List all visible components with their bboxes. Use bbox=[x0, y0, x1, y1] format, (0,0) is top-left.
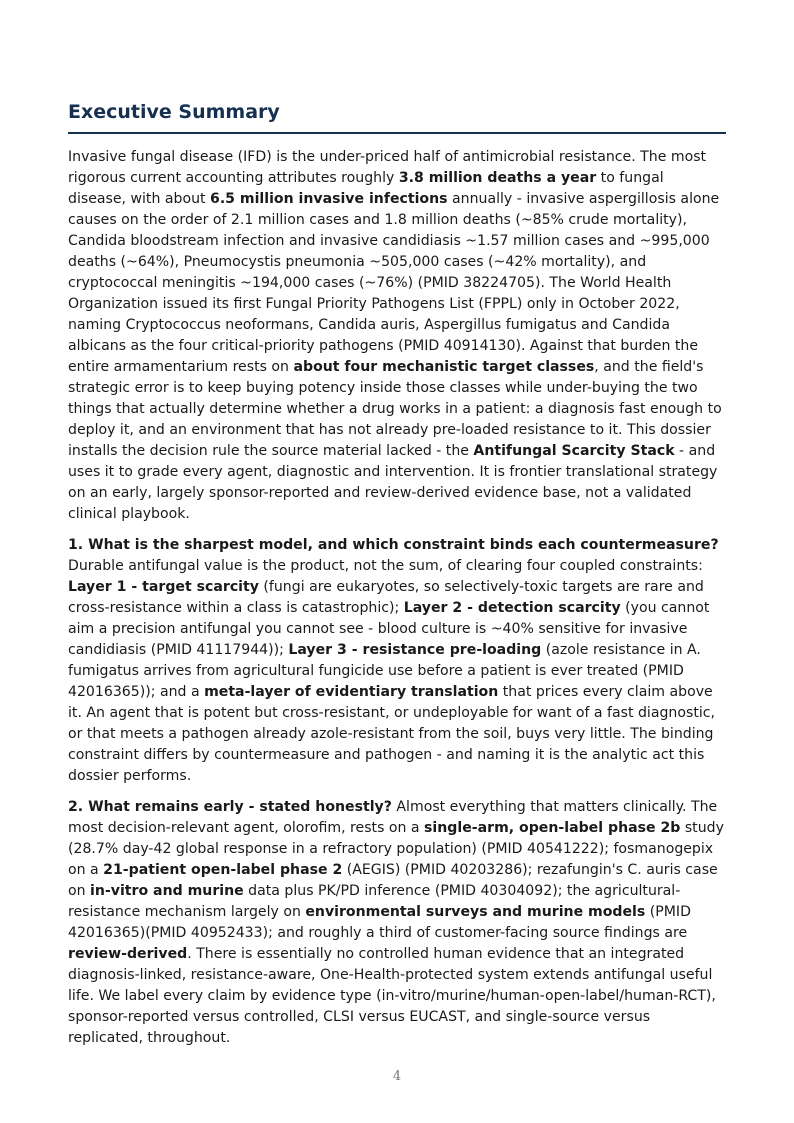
bold-phrase: Antifungal Scarcity Stack bbox=[473, 443, 675, 459]
bold-phrase: 3.8 million deaths a year bbox=[398, 170, 597, 186]
text-run: Durable antifungal value is the product, not the sum, of clearing four coupled constraints: bbox=[68, 558, 703, 574]
text-run: , and the field's strategic error is to keep buying potency inside those classes while under-buying the two things that actually determine whether a drug works in a patient: a diagnosis fast enough to deploy it, and an environment that has not already pre-loaded resistance to it. This dossier installs the decision rule the source material lacked - the bbox=[68, 359, 722, 459]
bold-phrase: meta-layer of evidentiary translation bbox=[204, 684, 499, 700]
bold-phrase: review-derived bbox=[68, 946, 188, 962]
bold-phrase: 6.5 million invasive infections bbox=[210, 191, 448, 207]
text-run: - and uses it to grade every agent, diagnostic and intervention. It is frontier translational strategy on an early, largely sponsor-reported and review-derived evidence base, not a validated clinical playbook. bbox=[68, 443, 718, 522]
text-run: (PMID 42016365)(PMID 40952433); and roughly a third of customer-facing source findings are bbox=[68, 904, 691, 941]
text-run: (you cannot aim a precision antifungal you cannot see - blood culture is ~40% sensitive for invasive candidiasis (PMID 41117944)); bbox=[68, 600, 710, 658]
bold-phrase: environmental surveys and murine models bbox=[305, 904, 646, 920]
paragraph-intro bbox=[68, 147, 726, 525]
bold-phrase: Layer 1 - target scarcity bbox=[68, 579, 259, 595]
text-run: that prices every claim above it. An agent that is potent but cross-resistant, or undeployable for want of a fast diagnostic, or that meets a pathogen already azole-resistant from the soil, buys very little. The binding constraint differs by countermeasure and pathogen - and naming it is the analytic act this dossier performs. bbox=[68, 684, 715, 784]
section-heading: Executive Summary bbox=[68, 101, 280, 123]
text-run: annually - invasive aspergillosis alone causes on the order of 2.1 million cases and 1.8 million deaths (~85% crude mortality), Candida bloodstream infection and invasive candidiasis ~1.57 million cases and ~995,000 deaths (~64%), Pneumocystis pneumonia ~505,000 cases (~42% mortality), and cryptococcal meningitis ~194,000 cases (~76%) (PMID 38224705). The World Health Organization issued its first Fungal Priority Pathogens List (FPPL) only in October 2022, naming Cryptococcus neoformans, Candida auris, Aspergillus fumigatus and Candida albicans as the four critical-priority pathogens (PMID 40914130). Against that burden the entire armamentarium rests on bbox=[68, 191, 720, 375]
text-run: . There is essentially no controlled human evidence that an integrated diagnosis-linked, resistance-aware, One-Health-protected system extends antifungal useful life. We label every claim by evidence type (in-vitro/murine/human-open-label/human-RCT), sponsor-reported versus controlled, CLSI versus EUCAST, and single-source versus replicated, throughout. bbox=[68, 946, 716, 1046]
bold-phrase: Layer 2 - detection scarcity bbox=[403, 600, 621, 616]
bold-phrase: in-vitro and murine bbox=[90, 883, 244, 899]
text-run: Almost everything that matters clinically. The most decision-relevant agent, olorofim, rests on a bbox=[68, 799, 718, 836]
page-number: 4 bbox=[392, 1069, 402, 1084]
bold-phrase: Layer 3 - resistance pre-loading bbox=[288, 642, 542, 658]
heading-rule bbox=[68, 132, 726, 134]
bold-phrase: 21-patient open-label phase 2 bbox=[103, 862, 343, 878]
paragraph-sharpest-model bbox=[68, 535, 726, 787]
text-run: (azole resistance in A. fumigatus arrives from agricultural fungicide use before a patient is ever treated (PMID 42016365)); and a bbox=[68, 642, 701, 700]
bold-phrase: 2. What remains early - stated honestly? bbox=[68, 799, 392, 815]
bold-phrase: 1. What is the sharpest model, and which constraint binds each countermeasure? bbox=[68, 537, 719, 553]
text-run: to fungal disease, with about bbox=[68, 170, 664, 207]
bold-phrase: single-arm, open-label phase 2b bbox=[424, 820, 681, 836]
page-content bbox=[68, 98, 726, 1059]
bold-phrase: about four mechanistic target classes bbox=[293, 359, 595, 375]
text-run: study (28.7% day-42 global response in a refractory population) (PMID 40541222); fosmanogepix on a bbox=[68, 820, 724, 878]
text-run: data plus PK/PD inference (PMID 40304092); the agricultural-resistance mechanism largely on bbox=[68, 883, 681, 920]
text-run: (AEGIS) (PMID 40203286); rezafungin's C. auris case on bbox=[68, 862, 718, 899]
paragraph-what-remains-early bbox=[68, 797, 726, 1049]
text-run: Invasive fungal disease (IFD) is the under-priced half of antimicrobial resistance. The most rigorous current accounting attributes roughly bbox=[68, 149, 707, 186]
text-run: (fungi are eukaryotes, so selectively-toxic targets are rare and cross-resistance within a class is catastrophic); bbox=[68, 579, 704, 616]
